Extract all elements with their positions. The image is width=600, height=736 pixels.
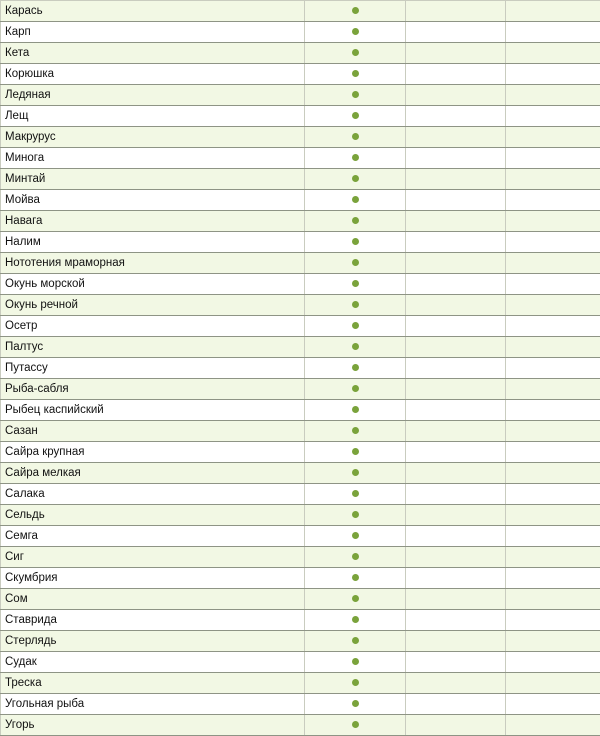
empty-cell xyxy=(406,463,506,484)
fish-name-cell: Лещ xyxy=(1,106,305,127)
dot-icon xyxy=(352,343,359,350)
empty-cell xyxy=(406,547,506,568)
fish-name-cell: Ставрида xyxy=(1,610,305,631)
dot-icon xyxy=(352,7,359,14)
dot-icon xyxy=(352,280,359,287)
table-row xyxy=(1,463,600,484)
dot-icon xyxy=(352,364,359,371)
dot-icon xyxy=(352,133,359,140)
mark-cell xyxy=(305,211,406,232)
table-row xyxy=(1,589,600,610)
empty-cell xyxy=(406,253,506,274)
table-row xyxy=(1,85,600,106)
table-row xyxy=(1,127,600,148)
table-row xyxy=(1,22,600,43)
empty-cell xyxy=(406,274,506,295)
empty-cell xyxy=(406,211,506,232)
fish-name-cell: Палтус xyxy=(1,337,305,358)
empty-cell xyxy=(506,589,600,610)
empty-cell xyxy=(506,673,600,694)
mark-cell xyxy=(305,106,406,127)
mark-cell xyxy=(305,64,406,85)
mark-cell xyxy=(305,526,406,547)
empty-cell xyxy=(506,316,600,337)
fish-name-cell: Салака xyxy=(1,484,305,505)
empty-cell xyxy=(506,505,600,526)
empty-cell xyxy=(406,316,506,337)
empty-cell xyxy=(406,148,506,169)
fish-name-cell: Кета xyxy=(1,43,305,64)
dot-icon xyxy=(352,448,359,455)
table-row xyxy=(1,148,600,169)
table-row xyxy=(1,694,600,715)
table-row xyxy=(1,442,600,463)
empty-cell xyxy=(406,652,506,673)
empty-cell xyxy=(406,85,506,106)
empty-cell xyxy=(406,673,506,694)
fish-name-cell: Окунь морской xyxy=(1,274,305,295)
dot-icon xyxy=(352,658,359,665)
mark-cell xyxy=(305,442,406,463)
table-row xyxy=(1,232,600,253)
dot-icon xyxy=(352,217,359,224)
empty-cell xyxy=(406,43,506,64)
mark-cell xyxy=(305,337,406,358)
empty-cell xyxy=(406,526,506,547)
empty-cell xyxy=(406,715,506,736)
empty-cell xyxy=(506,631,600,652)
empty-cell xyxy=(506,652,600,673)
mark-cell xyxy=(305,295,406,316)
fish-name-cell: Осетр xyxy=(1,316,305,337)
fish-name-cell: Судак xyxy=(1,652,305,673)
empty-cell xyxy=(406,442,506,463)
empty-cell xyxy=(506,148,600,169)
mark-cell xyxy=(305,169,406,190)
mark-cell xyxy=(305,589,406,610)
dot-icon xyxy=(352,532,359,539)
empty-cell xyxy=(406,169,506,190)
table-row xyxy=(1,568,600,589)
table-row xyxy=(1,43,600,64)
table-row xyxy=(1,484,600,505)
empty-cell xyxy=(406,484,506,505)
empty-cell xyxy=(506,715,600,736)
dot-icon xyxy=(352,511,359,518)
empty-cell xyxy=(506,22,600,43)
empty-cell xyxy=(506,379,600,400)
empty-cell xyxy=(506,400,600,421)
empty-cell xyxy=(506,85,600,106)
fish-name-cell: Угорь xyxy=(1,715,305,736)
fish-name-cell: Нототения мраморная xyxy=(1,253,305,274)
dot-icon xyxy=(352,322,359,329)
mark-cell xyxy=(305,463,406,484)
empty-cell xyxy=(506,421,600,442)
empty-cell xyxy=(406,127,506,148)
table-row xyxy=(1,526,600,547)
dot-icon xyxy=(352,616,359,623)
mark-cell xyxy=(305,715,406,736)
mark-cell xyxy=(305,631,406,652)
table-row xyxy=(1,190,600,211)
empty-cell xyxy=(506,610,600,631)
table-row xyxy=(1,421,600,442)
dot-icon xyxy=(352,427,359,434)
table-row xyxy=(1,295,600,316)
dot-icon xyxy=(352,196,359,203)
fish-name-cell: Навага xyxy=(1,211,305,232)
mark-cell xyxy=(305,43,406,64)
empty-cell xyxy=(406,190,506,211)
mark-cell xyxy=(305,610,406,631)
dot-icon xyxy=(352,406,359,413)
dot-icon xyxy=(352,490,359,497)
empty-cell xyxy=(506,127,600,148)
empty-cell xyxy=(406,610,506,631)
dot-icon xyxy=(352,553,359,560)
mark-cell xyxy=(305,379,406,400)
table-row xyxy=(1,337,600,358)
empty-cell xyxy=(406,505,506,526)
dot-icon xyxy=(352,112,359,119)
fish-name-cell: Скумбрия xyxy=(1,568,305,589)
empty-cell xyxy=(506,463,600,484)
dot-icon xyxy=(352,259,359,266)
mark-cell xyxy=(305,358,406,379)
dot-icon xyxy=(352,70,359,77)
empty-cell xyxy=(506,568,600,589)
empty-cell xyxy=(506,190,600,211)
table-row xyxy=(1,211,600,232)
empty-cell xyxy=(406,589,506,610)
empty-cell xyxy=(406,694,506,715)
dot-icon xyxy=(352,637,359,644)
empty-cell xyxy=(406,337,506,358)
empty-cell xyxy=(406,64,506,85)
fish-name-cell: Сайра мелкая xyxy=(1,463,305,484)
empty-cell xyxy=(406,400,506,421)
table-row xyxy=(1,673,600,694)
mark-cell xyxy=(305,547,406,568)
fish-name-cell: Сайра крупная xyxy=(1,442,305,463)
fish-name-cell: Окунь речной xyxy=(1,295,305,316)
empty-cell xyxy=(506,547,600,568)
fish-name-cell: Семга xyxy=(1,526,305,547)
mark-cell xyxy=(305,148,406,169)
empty-cell xyxy=(406,295,506,316)
table-row xyxy=(1,631,600,652)
mark-cell xyxy=(305,673,406,694)
empty-cell xyxy=(506,442,600,463)
empty-cell xyxy=(506,337,600,358)
fish-name-cell: Рыбец каспийский xyxy=(1,400,305,421)
empty-cell xyxy=(506,169,600,190)
empty-cell xyxy=(506,526,600,547)
table-row xyxy=(1,358,600,379)
dot-icon xyxy=(352,700,359,707)
dot-icon xyxy=(352,385,359,392)
table-row xyxy=(1,169,600,190)
dot-icon xyxy=(352,574,359,581)
mark-cell xyxy=(305,190,406,211)
fish-table-body xyxy=(1,1,600,736)
table-row xyxy=(1,106,600,127)
table-row xyxy=(1,64,600,85)
empty-cell xyxy=(506,211,600,232)
fish-name-cell: Макрурус xyxy=(1,127,305,148)
dot-icon xyxy=(352,175,359,182)
table-row xyxy=(1,505,600,526)
empty-cell xyxy=(506,295,600,316)
empty-cell xyxy=(506,274,600,295)
table-row xyxy=(1,253,600,274)
fish-name-cell: Минтай xyxy=(1,169,305,190)
mark-cell xyxy=(305,232,406,253)
empty-cell xyxy=(406,568,506,589)
mark-cell xyxy=(305,127,406,148)
fish-name-cell: Стерлядь xyxy=(1,631,305,652)
fish-name-cell: Карась xyxy=(1,1,305,22)
fish-name-cell: Сельдь xyxy=(1,505,305,526)
empty-cell xyxy=(506,694,600,715)
empty-cell xyxy=(406,631,506,652)
table-row xyxy=(1,715,600,736)
empty-cell xyxy=(506,1,600,22)
empty-cell xyxy=(506,232,600,253)
fish-name-cell: Ледяная xyxy=(1,85,305,106)
fish-name-cell: Сом xyxy=(1,589,305,610)
table-row xyxy=(1,274,600,295)
empty-cell xyxy=(406,421,506,442)
empty-cell xyxy=(506,358,600,379)
dot-icon xyxy=(352,721,359,728)
fish-name-cell: Путассу xyxy=(1,358,305,379)
mark-cell xyxy=(305,316,406,337)
empty-cell xyxy=(506,484,600,505)
dot-icon xyxy=(352,91,359,98)
fish-name-cell: Мойва xyxy=(1,190,305,211)
empty-cell xyxy=(506,64,600,85)
dot-icon xyxy=(352,595,359,602)
dot-icon xyxy=(352,28,359,35)
empty-cell xyxy=(406,106,506,127)
table-row xyxy=(1,547,600,568)
mark-cell xyxy=(305,253,406,274)
fish-name-cell: Корюшка xyxy=(1,64,305,85)
empty-cell xyxy=(406,358,506,379)
table-row xyxy=(1,652,600,673)
fish-name-cell: Карп xyxy=(1,22,305,43)
empty-cell xyxy=(406,1,506,22)
mark-cell xyxy=(305,505,406,526)
table-row xyxy=(1,1,600,22)
mark-cell xyxy=(305,22,406,43)
table-row xyxy=(1,400,600,421)
dot-icon xyxy=(352,49,359,56)
fish-name-cell: Рыба-сабля xyxy=(1,379,305,400)
mark-cell xyxy=(305,694,406,715)
fish-name-cell: Сиг xyxy=(1,547,305,568)
mark-cell xyxy=(305,85,406,106)
empty-cell xyxy=(406,379,506,400)
fish-name-cell: Сазан xyxy=(1,421,305,442)
table-row xyxy=(1,316,600,337)
empty-cell xyxy=(506,106,600,127)
dot-icon xyxy=(352,238,359,245)
dot-icon xyxy=(352,469,359,476)
table-row xyxy=(1,610,600,631)
empty-cell xyxy=(406,22,506,43)
empty-cell xyxy=(506,253,600,274)
mark-cell xyxy=(305,400,406,421)
mark-cell xyxy=(305,1,406,22)
table-row xyxy=(1,379,600,400)
mark-cell xyxy=(305,484,406,505)
empty-cell xyxy=(506,43,600,64)
mark-cell xyxy=(305,568,406,589)
fish-name-cell: Угольная рыба xyxy=(1,694,305,715)
mark-cell xyxy=(305,421,406,442)
dot-icon xyxy=(352,301,359,308)
fish-name-cell: Налим xyxy=(1,232,305,253)
fish-name-cell: Минога xyxy=(1,148,305,169)
empty-cell xyxy=(406,232,506,253)
dot-icon xyxy=(352,679,359,686)
dot-icon xyxy=(352,154,359,161)
mark-cell xyxy=(305,652,406,673)
fish-name-cell: Треска xyxy=(1,673,305,694)
mark-cell xyxy=(305,274,406,295)
